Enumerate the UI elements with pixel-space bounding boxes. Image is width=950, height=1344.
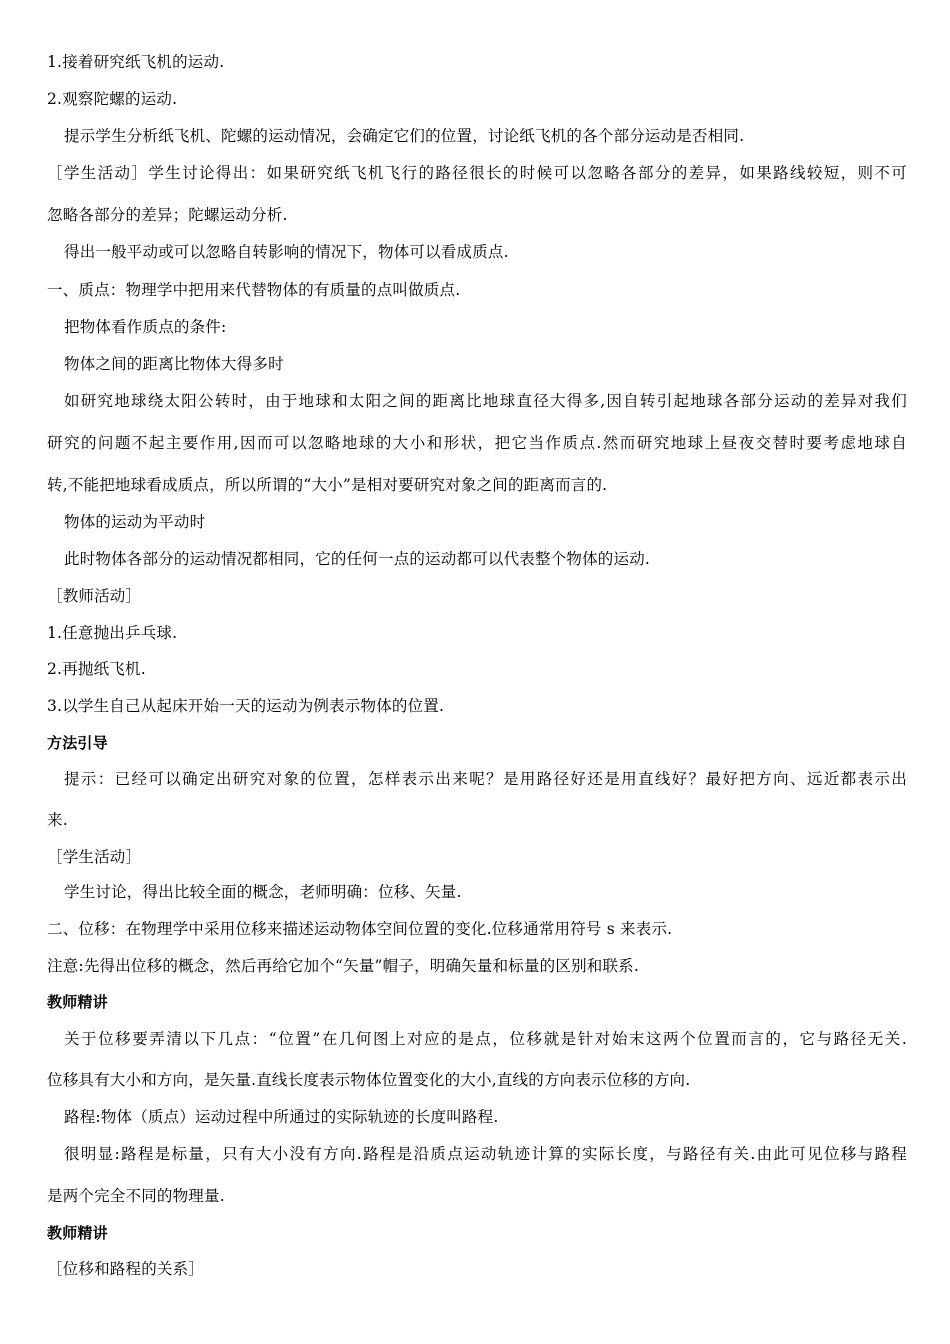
text-line: 2.再抛纸飞机. (47, 660, 146, 678)
text-line: 研究的问题不起主要作用,因而可以忽略地球的大小和形状，把它当作质点.然而研究地球上昼夜交替时要考虑地球自 (47, 434, 907, 452)
text-line: 如研究地球绕太阳公转时，由于地球和太阳之间的距离比地球直径大得多,因自转引起地球各部分运动的差异对我们 (64, 392, 907, 410)
text-line: 此时物体各部分的运动情况都相同，它的任何一点的运动都可以代表整个物体的运动. (64, 550, 651, 568)
text-line: 位移具有大小和方向，是矢量.直线长度表示物体位置变化的大小,直线的方向表示位移的方向. (47, 1071, 691, 1089)
text-line: 2.观察陀螺的运动. (47, 90, 178, 108)
text-line: 学生讨论，得出比较全面的概念，老师明确：位移、矢量. (64, 883, 462, 901)
text-line: ［教师活动］ (47, 587, 142, 605)
text-line: 得出一般平动或可以忽略自转影响的情况下，物体可以看成质点. (64, 243, 509, 261)
text-line: 忽略各部分的差异；陀螺运动分析. (47, 206, 288, 224)
text-line: 物体之间的距离比物体大得多时 (64, 355, 284, 373)
text-line: 3.以学生自己从起床开始一天的运动为例表示物体的位置. (47, 697, 445, 715)
text-line: 提示：已经可以确定出研究对象的位置，怎样表示出来呢？是用路径好还是用直线好？最好把方向、远近都表示出 (64, 770, 907, 788)
text-line: 注意:先得出位移的概念，然后再给它加个“矢量”帽子，明确矢量和标量的区别和联系. (47, 957, 639, 975)
text-line: 提示学生分析纸飞机、陀螺的运动情况，会确定它们的位置，讨论纸飞机的各个部分运动是否相同. (64, 127, 745, 145)
text-line: 来. (47, 811, 68, 829)
text-line: 1.任意抛出乒乓球. (47, 624, 178, 642)
section-heading: 教师精讲 (47, 993, 108, 1011)
text-line: ［位移和路程的关系］ (47, 1260, 205, 1278)
text-line: 转,不能把地球看成质点，所以所谓的“大小”是相对要研究对象之间的距离而言的. (47, 476, 608, 494)
section-heading-weiyi: 二、位移：在物理学中采用位移来描述运动物体空间位置的变化.位移通常用符号 s 来表示. (47, 920, 673, 938)
text-line: 物体的运动为平动时 (64, 513, 206, 531)
section-heading-zhidian: 一、质点：物理学中把用来代替物体的有质量的点叫做质点. (47, 281, 461, 299)
text-line: ［学生活动］学生讨论得出：如果研究纸飞机飞行的路径很长的时候可以忽略各部分的差异，如果路线较短，则不可 (47, 164, 907, 182)
text-line: 是两个完全不同的物理量. (47, 1187, 225, 1205)
text-line: 很明显:路程是标量，只有大小没有方向.路程是沿质点运动轨迹计算的实际长度，与路径有关.由此可见位移与路程 (64, 1145, 907, 1163)
section-heading: 教师精讲 (47, 1224, 108, 1242)
text-line: 关于位移要弄清以下几点：“位置”在几何图上对应的是点，位移就是针对始末这两个位置而言的，它与路径无关. (64, 1030, 907, 1048)
text-line: ［学生活动］ (47, 848, 142, 866)
text-line: 把物体看作质点的条件: (64, 318, 227, 336)
text-line: 1.接着研究纸飞机的运动. (47, 53, 225, 71)
section-heading: 方法引导 (47, 734, 108, 752)
text-line: 路程:物体（质点）运动过程中所通过的实际轨迹的长度叫路程. (64, 1108, 499, 1126)
